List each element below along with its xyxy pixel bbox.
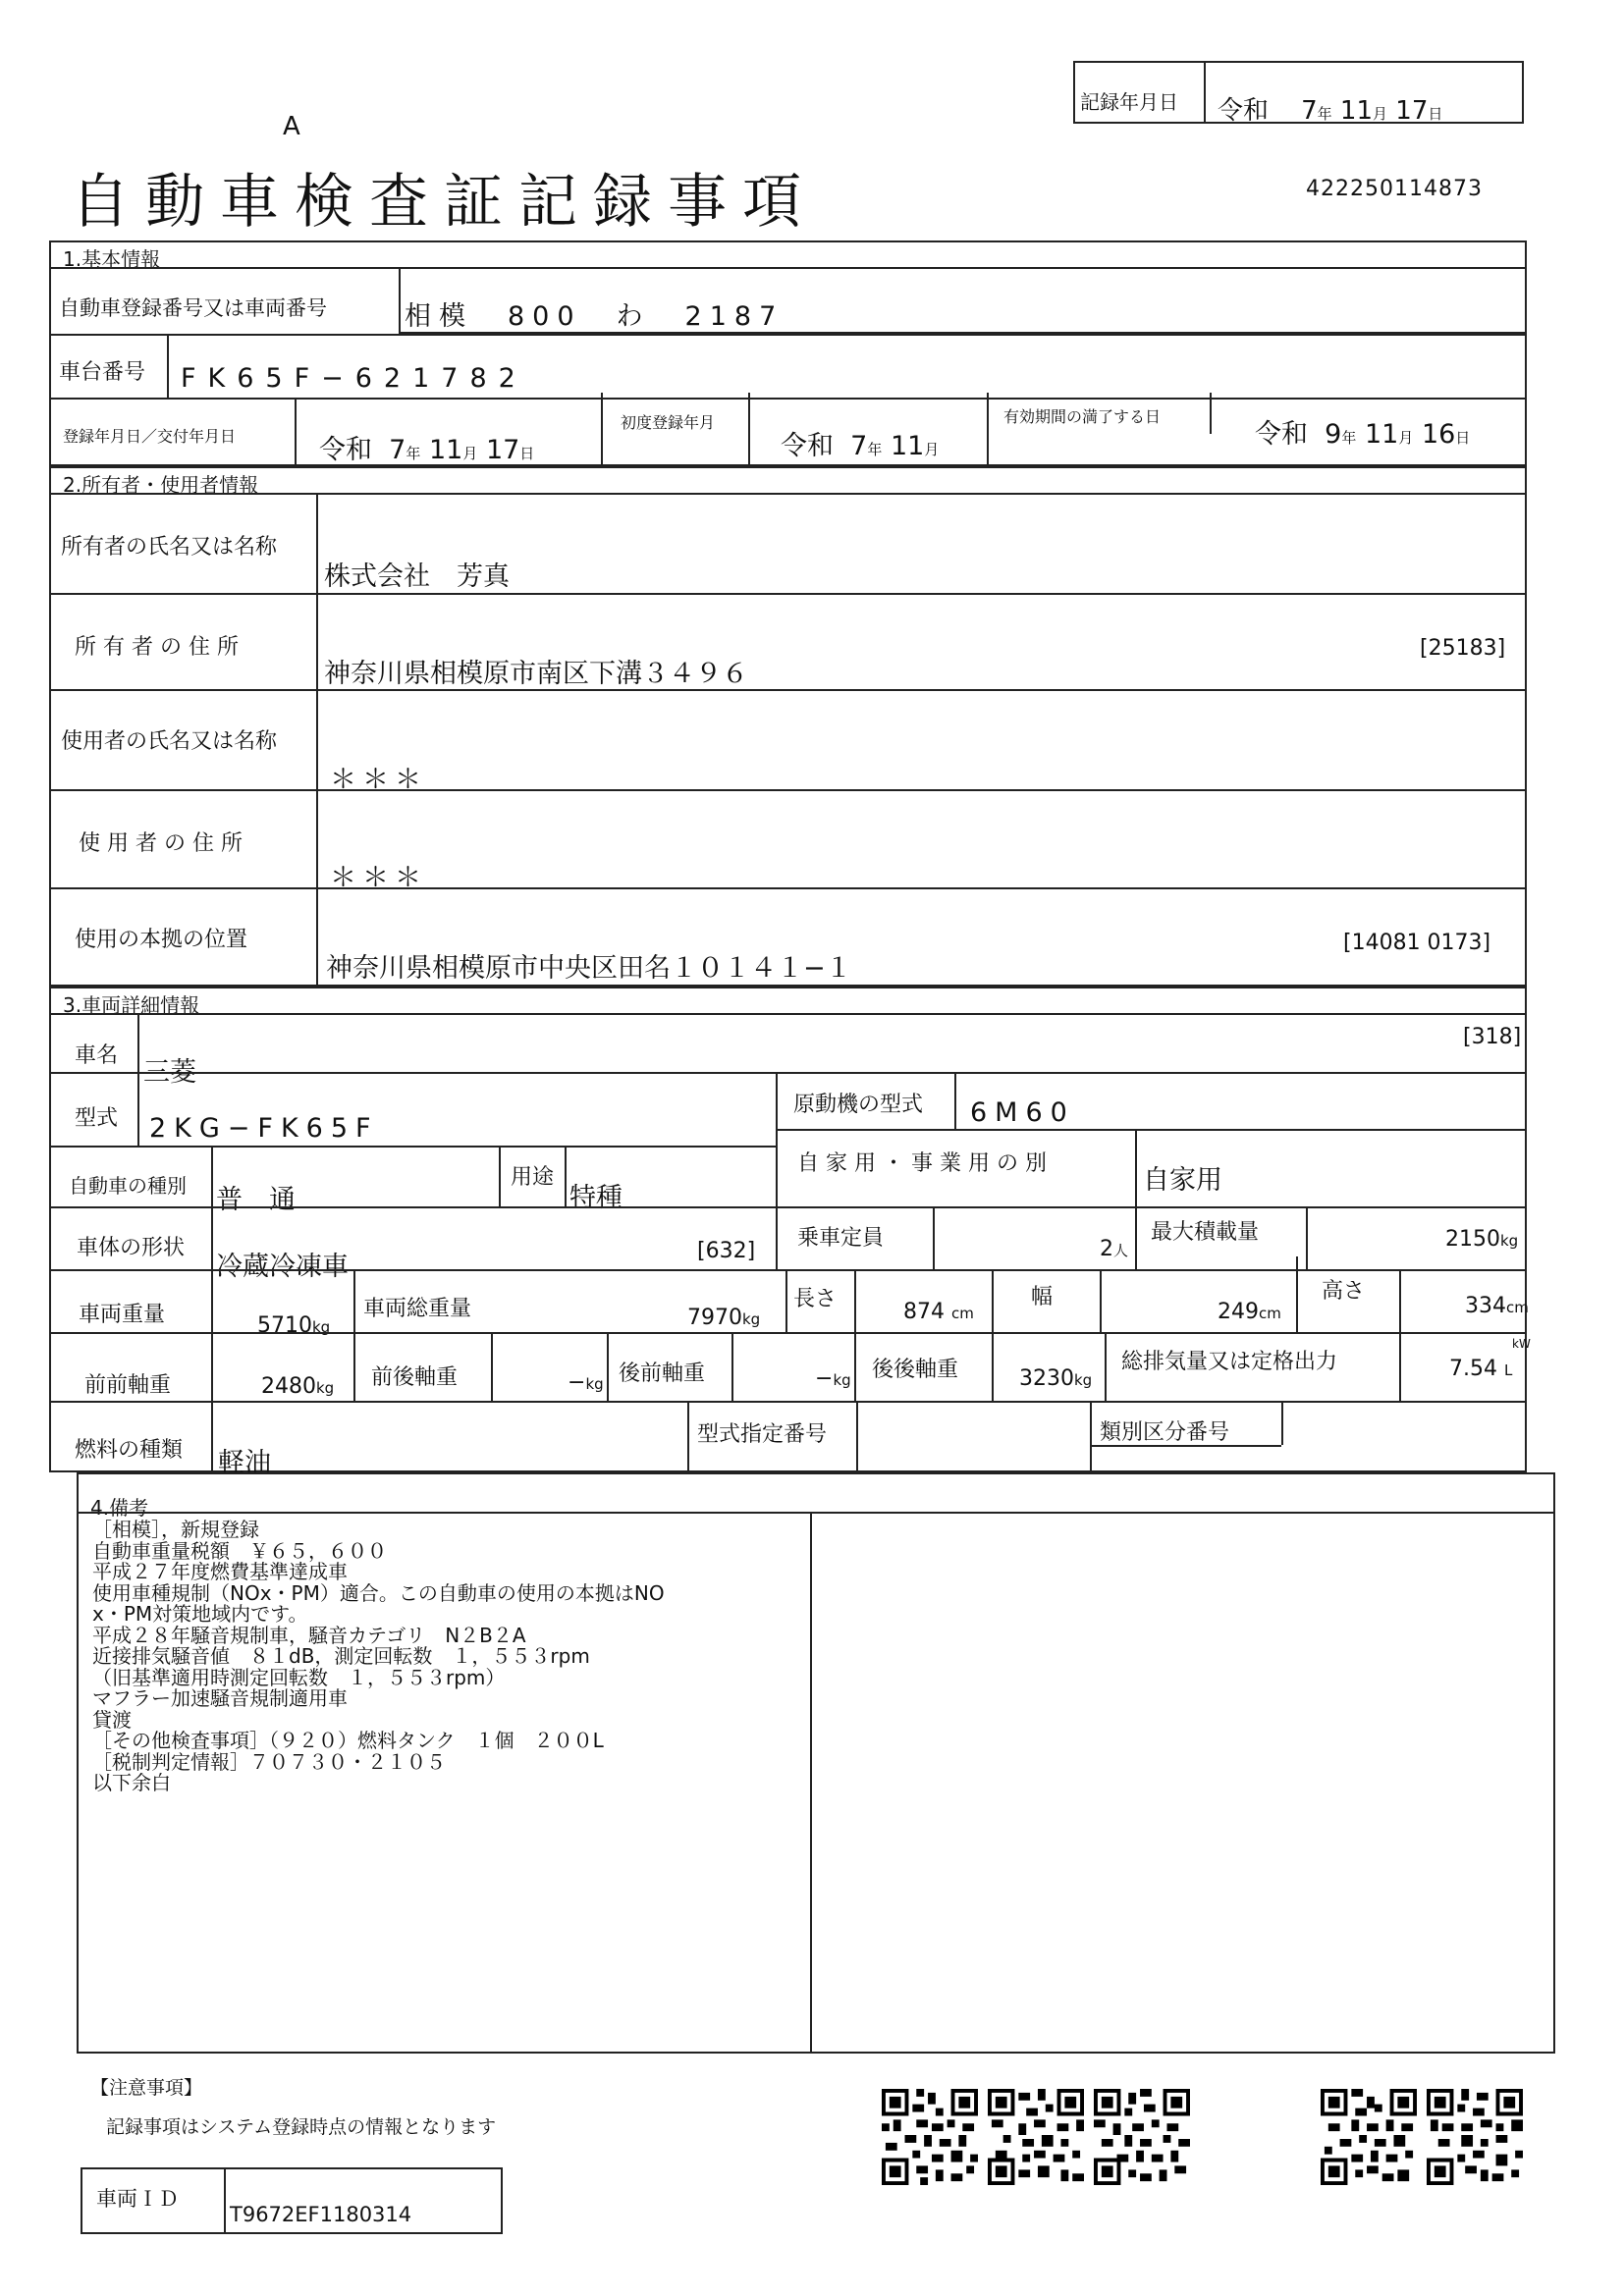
private-business-label: 自 家 用 ・ 事 業 用 の 別 [797,1151,1047,1176]
qr-code [1427,2089,1523,2185]
remarks-line: 近接排気騒音値 ８１dB，測定回転数 １，５５３rpm [92,1644,590,1668]
reg-number-value: 相模 800 わ 2187 [405,301,785,332]
engine-value: 6M60 [970,1097,1075,1128]
base-location-code: [14081 0173] [1343,931,1491,955]
make-value: 三菱 [143,1057,196,1088]
fuel-label: 燃料の種類 [75,1438,184,1463]
section3-header: 3.車両詳細情報 [63,993,200,1017]
private-business-value: 自家用 [1143,1165,1222,1196]
gross-weight-value: 7970kg [687,1306,761,1330]
fuel-value: 軽油 [218,1448,271,1478]
first-reg-value: 令和 7年 11月 [781,431,940,461]
type-designation-label: 型式指定番号 [697,1422,828,1447]
category-label: 類別区分番号 [1100,1420,1230,1445]
use-value: 特種 [569,1183,623,1213]
rf-axle-label: 後前軸重 [619,1362,706,1386]
qr-code [1321,2089,1417,2185]
remarks-line: ［税制判定情報］７０７３０・２１０５ [92,1749,446,1774]
body-shape-value: 冷蔵冷凍車 [216,1252,349,1282]
notice-header: 【注意事項】 [90,2077,203,2099]
owner-name-label: 所有者の氏名又は名称 [61,535,278,560]
corner-mark: A [283,112,300,141]
make-code: [318] [1463,1025,1522,1049]
rr-axle-label: 後後軸重 [872,1358,959,1382]
user-addr-value: ＊＊＊ [330,863,427,893]
first-reg-label: 初度登録年月 [621,413,716,432]
vehicle-id-value: T9672EF1180314 [230,2203,412,2226]
ff-axle-label: 前前軸重 [84,1373,172,1398]
engine-label: 原動機の型式 [793,1093,924,1117]
displacement-unit-kw: kW [1512,1337,1531,1351]
body-shape-label: 車体の形状 [77,1236,186,1260]
make-label: 車名 [75,1043,119,1068]
fr-axle-value: −kg [568,1370,604,1395]
height-value: 334cm [1465,1294,1529,1318]
use-label: 用途 [511,1165,555,1190]
owner-addr-value: 神奈川県相模原市南区下溝３４９６ [324,659,748,689]
vehicle-id-label: 車両ＩＤ [96,2187,179,2211]
remarks-line: 使用車種規制（NOx・PM）適合。この自動車の使用の本拠はNO [92,1580,665,1605]
section2-header: 2.所有者・使用者情報 [63,473,259,497]
max-load-label: 最大積載量 [1151,1220,1260,1245]
chassis-label: 車台番号 [59,360,146,385]
max-load-value: 2150kg [1445,1227,1519,1252]
remarks-line: x・PM対策地域内です。 [92,1602,308,1626]
weight-value: 5710kg [257,1313,331,1338]
remarks-line: 自動車重量税額 ￥６５，６００ [92,1538,387,1563]
width-value: 249cm [1218,1300,1281,1324]
body-shape-code: [632] [697,1239,756,1263]
remarks-line: 平成２７年度燃費基準達成車 [92,1560,348,1583]
section1-header: 1.基本情報 [63,247,161,271]
height-label: 高さ [1322,1279,1366,1304]
chassis-value: FK65F−621782 [181,363,527,394]
record-date-label: 記録年月日 [1080,90,1178,114]
base-location-value: 神奈川県相模原市中央区田名１０１４１−１ [326,953,852,984]
user-name-label: 使用者の氏名又は名称 [61,729,278,754]
displacement-value: 7.54 L [1449,1357,1513,1381]
length-value: 874 cm [903,1300,974,1324]
reg-date-label: 登録年月日／交付年月日 [63,427,237,446]
model-label: 型式 [75,1106,119,1131]
rf-axle-value: −kg [815,1366,851,1391]
document-number: 422250114873 [1306,177,1483,201]
remarks-line: 平成２８年騒音規制車，騒音カテゴリ N２B２A [92,1623,526,1647]
remarks-list [92,1520,665,1794]
qr-code [988,2089,1084,2185]
expiry-value: 令和 9年 11月 16日 [1255,419,1471,450]
weight-label: 車両重量 [79,1303,166,1327]
fr-axle-label: 前後軸重 [371,1365,459,1390]
qr-code [882,2089,978,2185]
document-title: 自動車検査証記録事項 [71,168,817,237]
remarks-line: 貸渡 [92,1707,132,1732]
record-date-value: 令和 7年 11月 17日 [1218,96,1443,126]
length-label: 長さ [793,1287,838,1311]
rr-axle-value: 3230kg [1019,1366,1093,1391]
owner-addr-label: 所 有 者 の 住 所 [75,635,239,660]
owner-name-value: 株式会社 芳真 [324,561,510,592]
owner-addr-code: [25183] [1420,636,1506,661]
kind-label: 自動車の種別 [69,1174,187,1198]
remarks-line: 以下余白 [92,1771,171,1794]
user-addr-label: 使 用 者 の 住 所 [79,831,243,856]
qr-code [1094,2089,1190,2185]
reg-date-value: 令和 7年 11月 17日 [319,435,535,465]
width-label: 幅 [1031,1285,1054,1309]
user-name-value: ＊＊＊ [330,765,427,795]
section4-header: 4.備考 [90,1496,149,1520]
expiry-label: 有効期間の満了する日 [1003,407,1162,426]
base-location-label: 使用の本拠の位置 [75,928,248,952]
capacity-value: 2人 [1100,1237,1129,1261]
remarks-line: （旧基準適用時測定回転数 １，５５３rpm） [92,1665,506,1689]
remarks-line: ［その他検査事項］（９２０）燃料タンク １個 ２００L [92,1729,604,1752]
kind-value: 普 通 [216,1185,296,1215]
remarks-line: ［相模］，新規登録 [92,1518,259,1541]
gross-weight-label: 車両総重量 [363,1297,472,1321]
capacity-label: 乗車定員 [797,1226,885,1251]
model-value: 2KG−FK65F [149,1113,379,1144]
displacement-label: 総排気量又は定格出力 [1121,1350,1338,1374]
reg-number-label: 自動車登録番号又は車両番号 [59,296,327,320]
ff-axle-value: 2480kg [261,1374,335,1399]
notice-text: 記録事項はシステム登録時点の情報となります [106,2116,497,2138]
remarks-line: マフラー加速騒音規制適用車 [92,1686,348,1710]
